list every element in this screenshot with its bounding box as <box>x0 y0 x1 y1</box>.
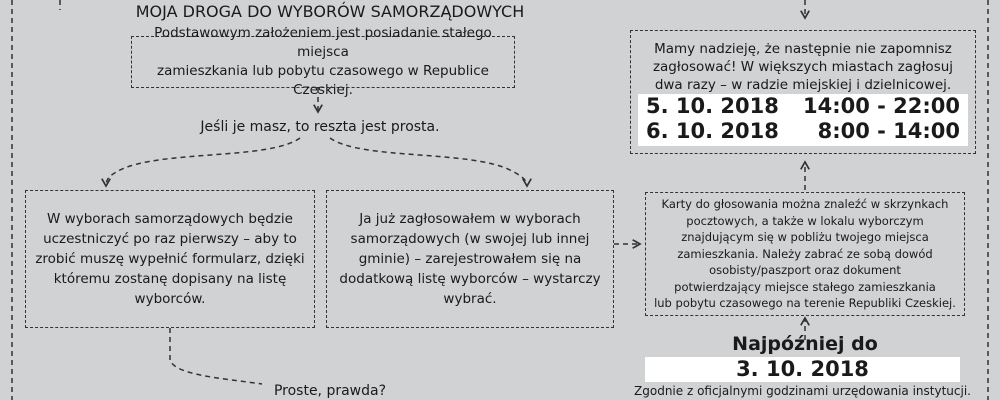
hope-line-1: Mamy nadzieję, że następnie nie zapomnisz <box>654 41 952 57</box>
date-row <box>646 94 960 119</box>
voted-line-2: samorządowych (w swojej lub innej <box>350 231 590 247</box>
voted-line-1: Ja już zagłosowałem w wyborach <box>359 211 581 227</box>
ballot-cards-box <box>645 192 965 316</box>
cards-line-7: lub pobytu czasowego na terenie Republiki Czeskiej. <box>654 296 956 311</box>
cards-line-6: potwierdzający miejsce stałego zamieszkania <box>674 279 936 294</box>
date-1: 5. 10. 2018 <box>646 94 779 118</box>
basic-requirement-box <box>131 25 515 98</box>
cards-line-2: pocztowych, a także w lokalu wyborczym <box>686 213 924 228</box>
office-hours-text: Zgodnie z oficjalnymi godzinami urzędowania instytucji. <box>634 384 971 398</box>
first-time-box <box>25 190 315 328</box>
first-down-line <box>170 328 262 384</box>
first-line-5: wyborców. <box>134 291 206 307</box>
hope-line-3: dwa razy – w radzie miejskiej i dzielnicowej. <box>654 77 952 93</box>
first-line-3: zrobić muszę wypełnić formularz, dzięki <box>35 251 305 267</box>
time-1: 14:00 - 22:00 <box>802 94 960 118</box>
first-line-1: W wyborach samorządowych będzie <box>47 211 293 227</box>
already-voted-box <box>326 190 614 328</box>
basic-line-2: zamieszkania lub pobytu czasowego w Republice Czeskiej. <box>157 63 489 98</box>
deadline-date: 3. 10. 2018 <box>645 357 960 382</box>
split-right-arrow <box>330 138 527 186</box>
first-line-2: uczestniczyć po raz pierwszy – aby to <box>43 231 297 247</box>
voted-line-4: dodatkową listę wyborców – wystarczy <box>339 271 601 287</box>
time-2: 8:00 - 14:00 <box>817 119 960 143</box>
page-title: MOJA DROGA DO WYBORÓW SAMORZĄDOWYCH <box>135 2 525 21</box>
cards-line-3: znajdującym się w pobliżu twojego miejsca <box>681 230 929 245</box>
voted-line-5: wybrać. <box>443 291 497 307</box>
cards-line-4: zamieszkania. Należy zabrać ze sobą dowód <box>677 246 933 261</box>
hope-line-2: zagłosować! W większych miastach zagłosuj <box>652 59 954 75</box>
if-you-have-text: Jeśli je masz, to reszta jest prosta. <box>200 119 440 135</box>
deadline-label: Najpóźniej do <box>732 333 878 355</box>
date-2: 6. 10. 2018 <box>646 119 779 143</box>
date-row <box>646 119 960 144</box>
simple-question-text: Proste, prawda? <box>273 383 387 399</box>
election-dates <box>638 94 968 146</box>
cards-line-1: Karty do głosowania można znaleźć w skrzynkach <box>661 197 949 212</box>
cards-line-5: osobisty/paszport oraz dokument <box>709 263 901 278</box>
basic-line-1: Podstawowym założeniem jest posiadanie stałego miejsca <box>154 25 492 60</box>
first-line-4: któremu zostanę dopisany na listę <box>53 271 287 287</box>
voted-line-3: gminie) – zarejestrowałem się na <box>358 251 582 267</box>
split-left-arrow <box>106 138 300 186</box>
